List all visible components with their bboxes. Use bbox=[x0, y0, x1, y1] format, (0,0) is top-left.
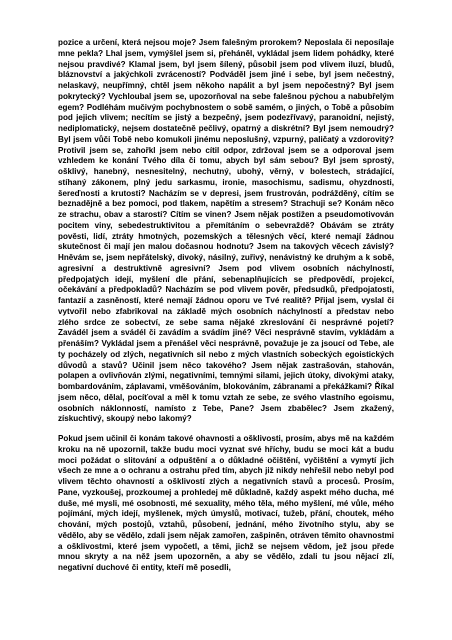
body-paragraph-2: Pokud jsem učinil či konám takové ohavnosti a ošklivosti, prosím, abys mě na každém kroku na ně upozornil, takže budu moci vyznat své hříchy, budu se moci kát a budu moci požádat o slitování a odpuštění a o důkladné očištění, vyčištění a vymytí jich všech ze mne a o ochranu a ostrahu před tím, abych již nikdy nehřešil nebo nebyl pod vlivem těchto ohavností a ošklivostí zlých a negativních stavů a procesů. Prosím, Pane, vyzkoušej, prozkoumej a prohledej mě důkladně, každý aspekt mého ducha, mé duše, mé mysli, mé osobnosti, mé sexuality, mého těla, mého myšlení, mé vůle, mého pojímání, mých idejí, myšlenek, mých úmyslů, motivací, tužeb, přání, choutek, mého chování, mých postojů, vztahů, působení, jednání, mého životního stylu, aby se vědělo, aby se vědělo, zdali jsem nějak zamořen, zašpiněn, otráven těmito ohavnostmi a ošklivostmi, které jsem vypočetl, a těmi, jichž se nejsem vědom, jež jsou přede mnou skryty a na něž jsem upozorněn, a aby se vědělo, zdali tu jsou nějací zlí, negativní duchové či entity, kteří mě posedli, bbox=[58, 434, 394, 572]
body-paragraph-1: pozice a určení, která nejsou moje? Jsem falešným prorokem? Neposlala či neposílaje mne pekla? Lhal jsem, vymýšlel jsem si, přeháněl, vykládal jsem lidem pohádky, které nejsou pravdivé? Klamal jsem, byl jsem šílený, působil jsem pod vlivem iluzí, bludů, bláznovství a jakýchkoli zvráceností? Podváděl jsem jiné i sebe, byl jsem nečestný, nelaskavý, neupřímný, chtěl jsem někoho napálit a byl jsem nepočestný? Byl jsem pokrytecký? Vychloubal jsem se, upozorňoval na sebe falešnou pýchou a nabubřelým egem? Podléhám mučivým pochybnostem o sobě samém, o jiných, o Tobě a působím pod jejich vlivem; necítím se jistý a bezpečný, jsem podezřívavý, paranoidní, nejistý, nediplomatický, nejsem dostatečně pečlivý, opatrný a diskrétní? Byl jsem nemoudrý? Byl jsem vůči Tobě nebo komukoli jinému neposlušný, vzpurný, paličatý a vzdorovitý? Protivil jsem se, zahořkl jsem nebo cítil odpor, zdržoval jsem se a odporoval jsem vzhledem ke konání Tvého díla či tomu, abych byl sám sebou? Byl jsem sprostý, ošklivý, hanebný, nesnesitelný, nechutný, ubohý, věrný, v bolestech, strádající, stíhaný zákonem, plný jedu sarkasmu, ironie, masochismu, sadismu, ohyzdnosti, šereďnosti a krutosti? Nacházím se v depresi, jsem frustrován, podrážděný, cítím se beznadějně a bez pomoci, pod tlakem, napětím a stresem? Strachuji se? Konám něco ze strachu, obav a starostí? Cítím se vinen? Jsem nějak postižen a pseudomotivován pocitem viny, sebedestruktivitou a přemítáním o sebevraždě? Obávám se ztráty pověsti, lidí, ztráty hmotných, pozemských a tělesných věcí, které nemají žádnou skutečnost či mají jen malou dočasnou hodnotu? Jsem na takových věcech závislý? Hněvám se, jsem nepřátelský, divoký, násilný, zuřivý, nenávistný ke druhým a k sobě, agresivní a destruktivně agresivní? Jsem pod vlivem osobních náchylností, předpojatých idejí, myšlení dle přání, sebenaplňujících se předpovědí, projekcí, očekávání a předpokladů? Nacházím se pod vlivem pověr, předsudků, předpojatosti, fantazií a zasněností, které nemají žádnou oporu ve Tvé realitě? Přijal jsem, vyslal či vytvořil nebo zfabrikoval na základě mých osobních náchylností a představ nebo zlého srdce ze sobectví, ze sebe sama nějaké zkreslování či nesprávné pojetí? Zavádél jsem a svádél či zavádím a svádím jiné? Věci nesprávně stavím, vykládám a přenáším? Vykládal jsem a přenášel věci nesprávně, považuje je za jsoucí od Tebe, ale ty pocházely od zlých, negativních sil nebo z mých vlastních sobeckých egoistických důvodů a stavů? Učinil jsem něco takového? Jsem nějak zastrašován, stahován, polapen a ovlivňován zlými, negativními, temnými silami, jejich útoky, divokými ataky, bombardováním, záplavami, vměšováním, blokováním, zábranami a překážkami? Říkal jsem něco, dělal, pocíťoval a měl k tomu vztah ze sebe, ze svého vlastního egoismu, osobních náklonností, namísto z Tebe, Pane? Jsem zbabělec? Jsem zkažený, získuchtivý, skoupý nebo lakomý? bbox=[58, 38, 394, 424]
